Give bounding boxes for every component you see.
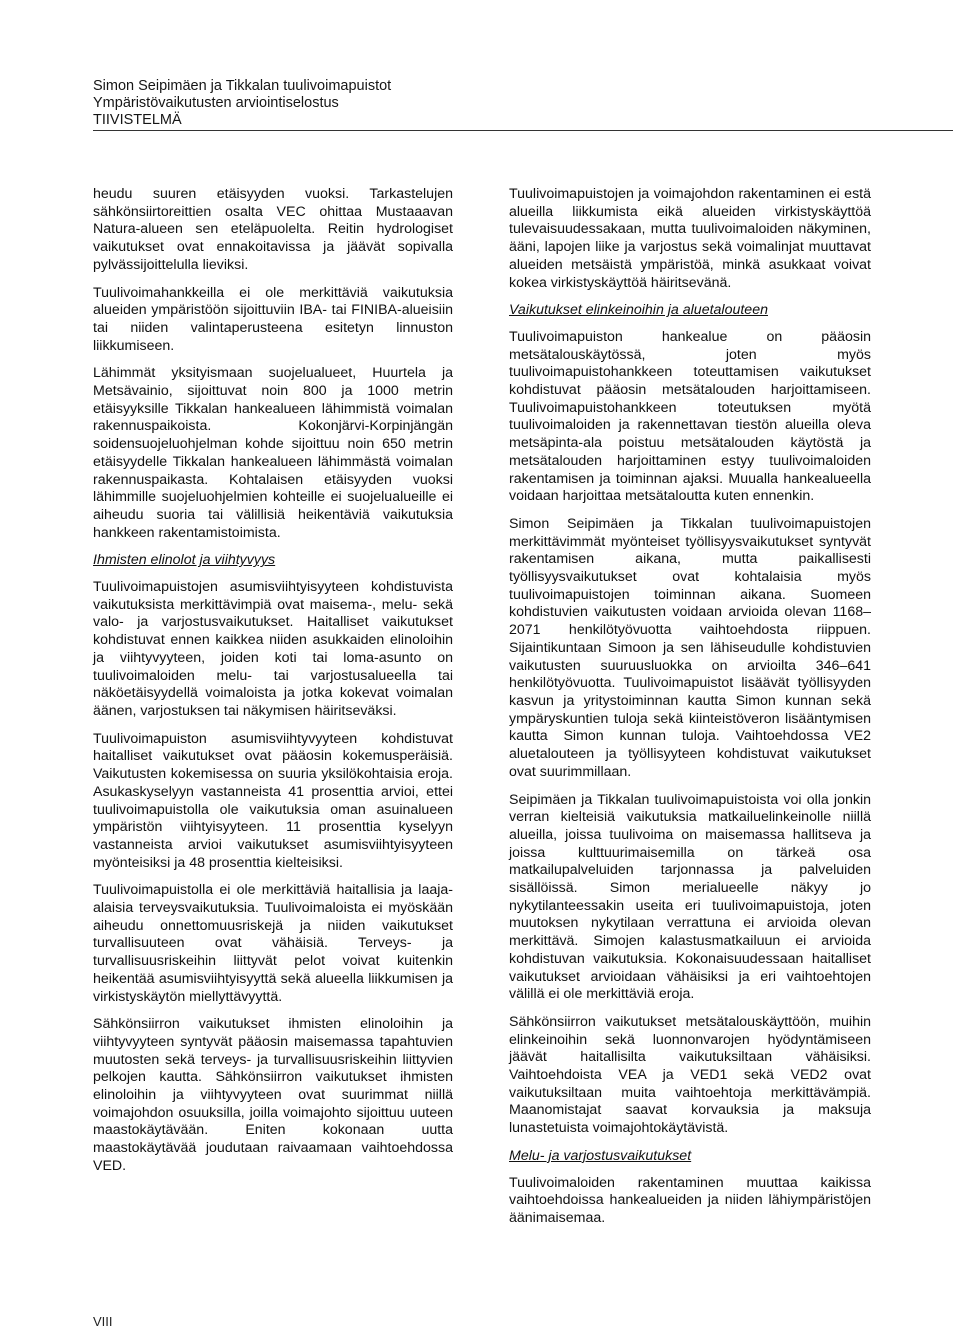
paragraph: Tuulivoimapuiston asumisviihtyvyyteen kohdistuvat haitalliset vaikutukset ovat pääosin kokemusperäisiä. Vaikutusten kokemisessa on suuria yksilökohtaisia eroja. Asukaskyselyyn vastanneista 41 prosenttia arvioi, ettei tuulivoimapuistolla ole vaikutuksia oman asuinalueen ympäristön viihtyisyyteen. 11 prosenttia kyselyyn vastanneista arvioi vaikutukset asumisviihtyisyyteen myönteisiksi ja 48 prosenttia kielteisiksi. xyxy=(93,730,453,871)
paragraph: Tuulivoimapuistolla ei ole merkittäviä haitallisia ja laaja-alaisia terveysvaikutuksia. Tuulivoimaloista ei myöskään aiheudu onnettomuusriskejä ja niiden vaikutukset turvallisuuteen ovat vähäisiä. Terveys- ja turvallisuusriskeihin liittyvät pelot voivat kuitenkin heikentää asumisviihtyisyyttä sekä alueella liikkumisen ja virkistyskäytön miellyttävyyttä. xyxy=(93,882,453,1005)
paragraph: Lähimmät yksityismaan suojelualueet, Huurtela ja Metsävainio, sijoittuvat noin 800 ja 1000 metrin etäisyyksille Tikkalan hankealueen lähimmistä voimalan rakennuspaikoista. Kokonjärvi-Korpinjängän soidensuojeluohjelman kohde sijoittuu noin 650 metrin etäisyydelle Tikkalan hankealueen lähimmästä voimalan rakennuspaikasta. Kohtalaisen etäisyyden vuoksi lähimmille suojeluohjelmien kohteille ei suojelualueille ei aiheudu suoria tai välillisiä heikentäviä vaikutuksia hankkeen rakentamistoimista. xyxy=(93,365,453,541)
paragraph: Tuulivoimapuiston hankealue on pääosin metsätalouskäytössä, joten myös tuulivoimapuistohankkeen toteuttamisen vaikutukset kohdistuvat pääosin metsätalouden harjoittamiseen. Tuulivoimapuistohankkeen toteutuksen myötä tuulivoimaloiden ja rakennettavan tiestön alueilla oleva metsäpinta-ala poistuu metsätalouden käytöstä ja metsätalouden harjoittaminen estyy tuulivoimaloiden rakentamisen ja toiminnan ajaksi. Muualla hankealueella voidaan harjoittaa metsätaloutta kuten ennenkin. xyxy=(509,328,871,505)
header-subtitle: Ympäristövaikutusten arviointiselostus xyxy=(93,95,339,111)
header-rule xyxy=(93,130,953,131)
section-heading: Vaikutukset elinkeinoihin ja aluetalouteen xyxy=(509,302,768,319)
section-heading: Ihmisten elinolot ja viihtyvyys xyxy=(93,552,276,569)
paragraph: Sähkönsiirron vaikutukset ihmisten elinoloihin ja viihtyvyyteen syntyvät pääosin maisemassa tapahtuvien muutosten sekä terveys- ja turvallisuusriskeihin liittyvien pelkojen kautta. Sähkönsiirron vaikutukset ihmisten elinoloihin ja viihtyvyyteen ovat suurimmat niillä voimajohdon osuuksilla, joilla voimajohto sijoittuu uuteen maastokäytävään. Eniten kokonaan uutta maastokäytävää joudutaan raivaamaan vaihtoehdossa VED. xyxy=(93,1016,453,1174)
paragraph: Tuulivoimapuistojen asumisviihtyisyyteen kohdistuvista vaikutuksista merkittävimpiä ovat maisema-, melu- sekä valo- ja varjostusvaikutukset. Haitalliset vaikutukset kohdistuvat ennen kaikkea niiden asukkaiden elinoloihin ja viihtyvyyteen, joiden koti tai loma-asunto on tuulivoimaloiden melu- tai varjostusalueella tai näköetäisyydellä voimaloista ja jotka kokevat voimalan äänen, varjostuksen tai näkymisen häiritseväksi. xyxy=(93,579,453,719)
section-heading: Melu- ja varjostusvaikutukset xyxy=(509,1147,692,1164)
page-number: VIII xyxy=(93,1314,113,1329)
left-column xyxy=(93,186,453,1186)
paragraph: Tuulivoimapuistojen ja voimajohdon rakentaminen ei estä alueilla liikkumista eikä alueiden virkistyskäyttöä tulevaisuudessakaan, mutta tuulivoimaloiden näkyminen, ääni, lapojen liike ja varjostus sekä voimalinjat muuttavat alueiden metsäistä ympäristöä, minkä asukkaat voivat kokea virkistyskäyttöä häiritsevänä. xyxy=(509,186,871,291)
paragraph: heudu suuren etäisyyden vuoksi. Tarkastelujen sähkönsiirtoreittien osalta VEC ohittaa Mustaaavan Natura-alueen sen eteläpuolelta. Reitin hydrologiset vaikutukset ovat ennakoitavissa ja jäävät sopivalla pylvässijoittelulla lieviksi. xyxy=(93,186,453,273)
header-section: TIIVISTELMÄ xyxy=(93,112,182,128)
paragraph: Simon Seipimäen ja Tikkalan tuulivoimapuistojen merkittävimmät myönteiset työllisyysvaikutukset syntyvät rakentamisen aikana, mutta paikallisesti työllisyysvaikutukset ovat kohtalaisia myös tuulivoimapuistojen toiminnan aikana. Suomeen kohdistuvien vaikutusten voidaan arvioida olevan 1168–2071 henkilötyövuotta vaihtoehdosta riippuen. Sijaintikuntaan Simoon ja sen lähiseudulle kohdistuvien vaikutusten suuruusluokka on arvioilta 346–641 henkilötyövuotta. Tuulivoimapuistot lisäävät työllisyyden kasvun ja yritystoiminnan kautta Simon kunnan sekä ympäryskuntien tuloja sekä kiinteistöveron lisääntymisen kautta Simon kunnan tuloja. Vaihtoehdossa VE2 aluetalouteen ja työllisyyteen kohdistuvat vaikutukset ovat suurimmillaan. xyxy=(509,515,871,780)
header-title: Simon Seipimäen ja Tikkalan tuulivoimapuistot xyxy=(93,78,392,94)
paragraph: Sähkönsiirron vaikutukset metsätalouskäyttöön, muihin elinkeinoihin sekä luonnonvarojen hyödyntämiseen jäävät haitallisilta vaikutuksiltaan vähäisiksi. Vaihtoehdoista VEA ja VED1 sekä VED2 ovat vaikutuksiltaan muita vaihtoehtoja merkittävämpiä. Maanomistajat saavat korvauksia ja maksuja lunastetuista voimajohtokäytävistä. xyxy=(509,1013,871,1137)
paragraph: Tuulivoimahankkeilla ei ole merkittäviä vaikutuksia alueiden ympäristöön sijoittuviin IBA- tai FINIBA-alueisiin tai niiden valintaperusteena esitetyn linnuston liikkumiseen. xyxy=(93,284,453,354)
paragraph: Tuulivoimaloiden rakentaminen muuttaa kaikissa vaihtoehdoissa hankealueiden ja niiden lähiympäristöjen äänimaisemaa. xyxy=(509,1174,871,1226)
right-column xyxy=(509,186,871,1238)
document-header xyxy=(93,78,953,131)
paragraph: Seipimäen ja Tikkalan tuulivoimapuistoista voi olla jonkin verran kielteisiä vaikutuksia matkailuelinkeinolle niillä alueilla, joissa tuulivoima on maisemassa hallitseva ja joissa kulttuurimaisemilla on tärkeä osa matkailupalveluiden tarjonnassa ja palveluiden sisällöissä. Simon merialueelle näkyy jo nykytilanteessakin useita eri tuulivoimapuistoja, joten muutoksen nykytilaan verrattuna ei arvioida olevan merkittävä. Simojen kalastusmatkailuun ei arvioida kohdistuvan vaikutuksia. Kokonaisuudessaan haitalliset vaikutukset arvioidaan vähäisiksi ja eri vaihtoehtojen välillä ei ole merkittäviä eroja. xyxy=(509,791,871,1003)
